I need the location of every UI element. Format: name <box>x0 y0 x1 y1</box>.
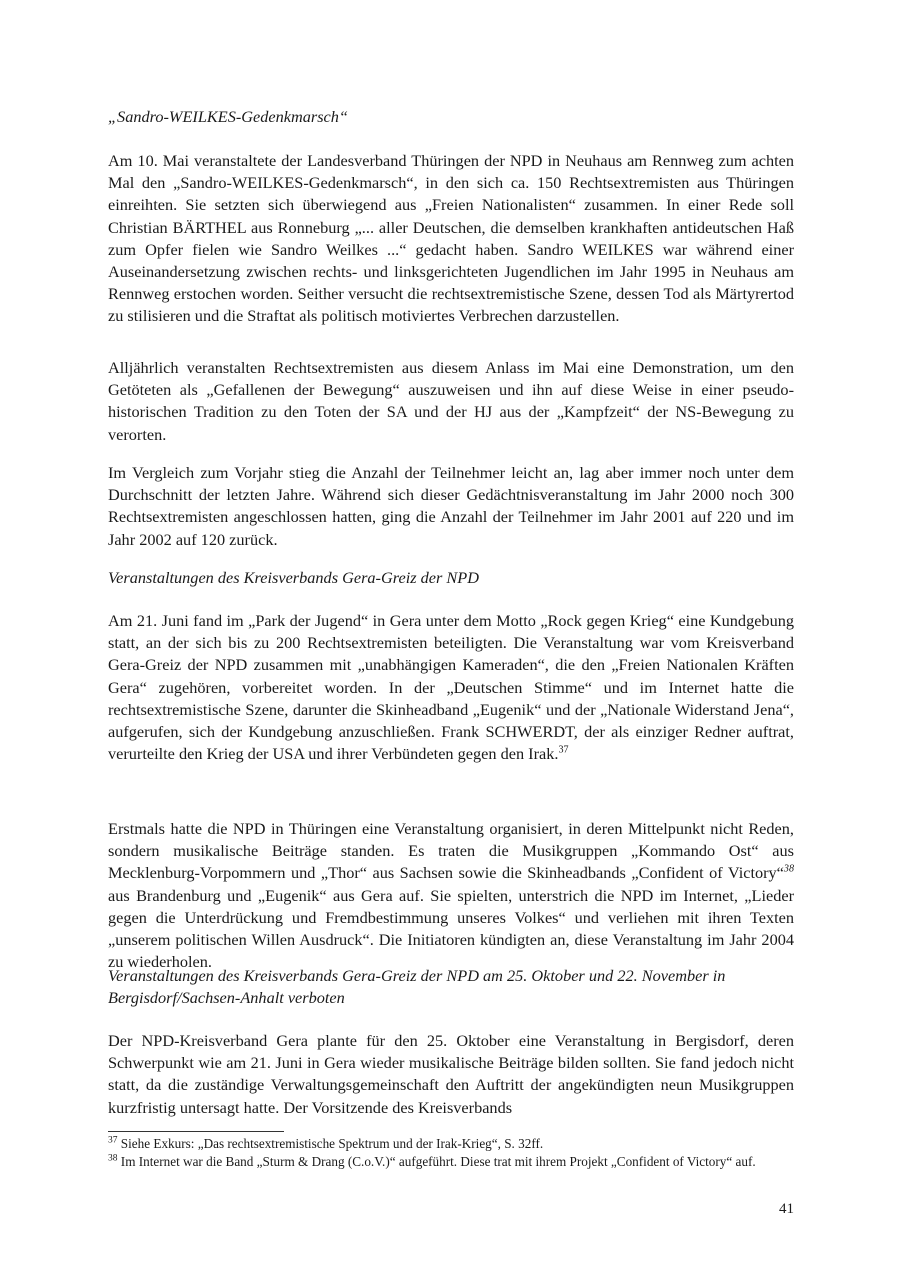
paragraph-gera-greiz-2-text-a: Erstmals hatte die NPD in Thüringen eine Veranstaltung organisiert, in deren Mittelpunkt nicht Reden, sondern musikalische Beiträge standen. Es traten die Musikgruppen „Kommando Ost“ aus Mecklenburg-Vorpommern und „Thor“ aus Sachsen sowie die Skinheadbands „Confident of Victory“ <box>108 819 794 883</box>
paragraph-gedenkmarsch-2: Alljährlich veranstalten Rechtsextremisten aus diesem Anlass im Mai eine Demonstration, um den Getöteten als „Gefallenen der Bewegung“ auszuweisen und ihn auf diese Weise in einer pseudo-historischen Tradition zu den Toten der SA und der HJ aus der „Kampfzeit“ der NS-Bewegung zu verorten. <box>108 358 794 444</box>
footnote-38-number: 38 <box>108 1153 118 1164</box>
paragraph-gera-greiz-2 <box>108 818 794 973</box>
section-heading-bergisdorf: Veranstaltungen des Kreisverbands Gera-Greiz der NPD am 25. Oktober und 22. November in Bergisdorf/Sachsen-Anhalt verboten <box>108 966 726 1008</box>
page-number: 41 <box>779 1201 794 1217</box>
paragraph-gedenkmarsch-3: Im Vergleich zum Vorjahr stieg die Anzahl der Teilnehmer leicht an, lag aber immer noch unter dem Durchschnitt der letzten Jahre. Während sich dieser Gedächtnisveranstaltung im Jahr 2000 noch 300 Rechtsextremisten angeschlossen hatten, ging die Anzahl der Teilnehmer im Jahr 2001 auf 220 und im Jahr 2002 auf 120 zurück. <box>108 463 794 549</box>
section-heading-gera-greiz: Veranstaltungen des Kreisverbands Gera-Greiz der NPD <box>108 568 479 587</box>
footnote-38-text: Im Internet war die Band „Sturm & Drang (C.o.V.)“ aufgeführt. Diese trat mit ihrem Projekt „Confident of Victory“ auf. <box>120 1154 756 1169</box>
paragraph-gedenkmarsch-1: Am 10. Mai veranstaltete der Landesverband Thüringen der NPD in Neuhaus am Rennweg zum achten Mal den „Sandro-WEILKES-Gedenkmarsch“, in den sich ca. 150 Rechtsextremisten aus Thüringen einreihten. Sie setzten sich überwiegend aus „Freien Nationalisten“ zusammen. In einer Rede soll Christian BÄRTHEL aus Ronneburg „... aller Deutschen, die demselben krankhaften antideutschen Haß zum Opfer fielen wie Sandro Weilkes ...“ gedacht haben. Sandro WEILKES war während einer Auseinandersetzung zwischen rechts- und linksgerichteten Jugendlichen im Jahr 1995 in Neuhaus am Rennweg erstochen worden. Seither versucht die rechtsextremistische Szene, dessen Tod als Märtyrertod zu stilisieren und die Straftat als politisch motiviertes Verbrechen darzustellen. <box>108 151 794 326</box>
paragraph-gera-greiz-2-text-b: aus Brandenburg und „Eugenik“ aus Gera auf. Sie spielten, unterstrich die NPD im Internet, „Lieder gegen die Unterdrückung und Fremdbestimmung unseres Volkes“ und verliehen mit ihren Texten „unserem politischen Willen Ausdruck“. Die Initiatoren kündigten an, diese Veranstaltung im Jahr 2004 zu wiederholen. <box>108 885 794 972</box>
footnote-37-text: Siehe Exkurs: „Das rechtsextremistische Spektrum und der Irak-Krieg“, S. 32ff. <box>120 1136 544 1151</box>
paragraph-gera-greiz-1 <box>108 610 794 765</box>
footnote-divider <box>108 1131 284 1132</box>
paragraph-bergisdorf: Der NPD-Kreisverband Gera plante für den 25. Oktober eine Veranstaltung in Bergisdorf, deren Schwerpunkt wie am 21. Juni in Gera wieder musikalische Beiträge bilden sollten. Sie fand jedoch nicht statt, da die zuständige Verwaltungsgemeinschaft den Auftritt der angekündigten neun Musikgruppen kurzfristig untersagt hatte. Der Vorsitzende des Kreisverbands <box>108 1031 794 1117</box>
footnote-37 <box>108 1136 794 1153</box>
footnote-ref-37[interactable]: 37 <box>558 744 569 756</box>
footnote-38 <box>108 1154 794 1171</box>
footnote-37-number: 37 <box>108 1135 118 1146</box>
section-heading-gedenkmarsch: „Sandro-WEILKES-Gedenkmarsch“ <box>108 107 348 126</box>
footnote-ref-38[interactable]: 38 <box>783 863 794 875</box>
paragraph-gera-greiz-1-text: Am 21. Juni fand im „Park der Jugend“ in Gera unter dem Motto „Rock gegen Krieg“ eine Kundgebung statt, an der sich bis zu 200 Rechtsextremisten beteiligten. Die Veranstaltung war vom Kreisverband Gera-Greiz der NPD zusammen mit „unabhängigen Kameraden“, die den „Freien Nationalen Kräften Gera“ zugehören, vorbereitet worden. In der „Deutschen Stimme“ und im Internet hatte die rechtsextremistische Szene, darunter die Skinheadband „Eugenik“ und der „Nationale Widerstand Jena“, aufgerufen, sich der Kundgebung anzuschließen. Frank SCHWERDT, der als einziger Redner auftrat, verurteilte den Krieg der USA und ihrer Verbündeten gegen den Irak. <box>108 611 794 764</box>
